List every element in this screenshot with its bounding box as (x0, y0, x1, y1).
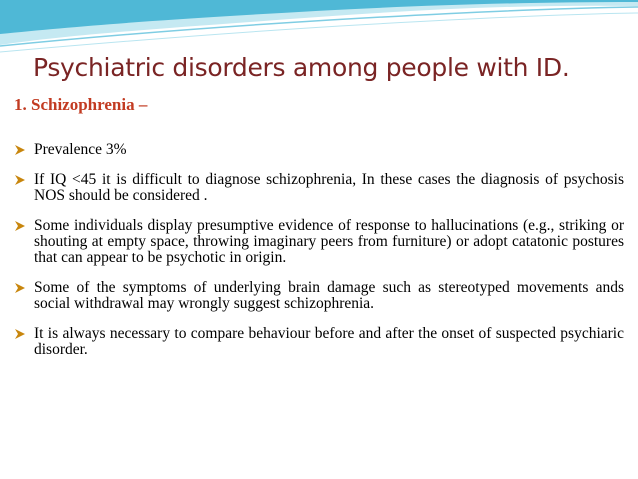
bullet-text: Prevalence 3% (34, 141, 127, 158)
page-title: Psychiatric disorders among people with ID. (33, 53, 570, 82)
bullet-text: Some of the symptoms of underlying brain damage such as stereotyped movements ands social withdrawal may wrongly suggest schizophrenia. (34, 279, 624, 312)
bullet-item (14, 142, 624, 158)
arrow-right-icon (14, 282, 26, 294)
bullet-text: It is always necessary to compare behaviour before and after the onset of suspected psychiaric disorder. (34, 325, 624, 358)
bullet-text: If IQ <45 it is difficult to diagnose schizophrenia, In these cases the diagnosis of psychosis NOS should be considered . (34, 171, 624, 204)
arrow-right-icon (14, 174, 26, 186)
bullet-item (14, 172, 624, 204)
arrow-right-icon (14, 328, 26, 340)
bullet-item (14, 326, 624, 358)
section-heading: 1. Schizophrenia – (14, 95, 148, 114)
arrow-right-icon (14, 220, 26, 232)
bullet-item (14, 280, 624, 312)
arrow-right-icon (14, 144, 26, 156)
bullet-item (14, 218, 624, 266)
bullet-text: Some individuals display presumptive evidence of response to hallucinations (e.g., striking or shouting at empty space, throwing imaginary peers from furniture) or adopt catatonic postures that can appear to be psychotic in origin. (34, 217, 624, 266)
bullet-list (14, 142, 624, 372)
